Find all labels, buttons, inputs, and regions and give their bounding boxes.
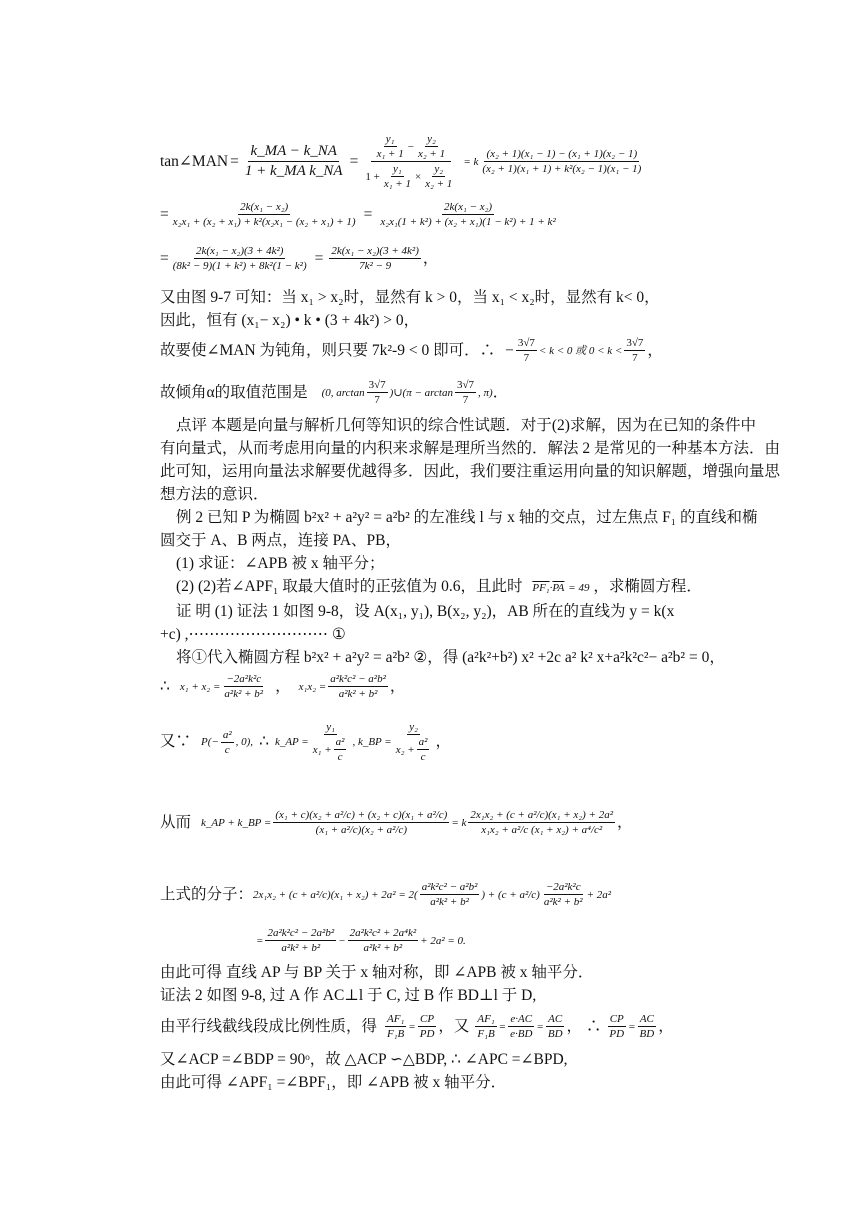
math-token: 7 <box>632 352 638 364</box>
math-token: 7 <box>374 394 380 406</box>
text-line: 将①代入椭圆方程 b²x² + a²y² = a²b² ②，得 (a²k²+b²) x² +2c a² k² x+a²k²c²− a²b² = 0， <box>176 649 725 666</box>
math-token: 上式的分子： <box>160 885 254 903</box>
math-token: $\overline{PA}$ <box>552 582 565 594</box>
math-token: ， <box>422 249 439 267</box>
math-token: a²k² + b² <box>338 688 378 700</box>
equation-slopes-ap-bp <box>160 720 451 764</box>
fraction <box>420 880 480 909</box>
math-token: = <box>363 205 373 223</box>
math-token: a² <box>335 736 345 748</box>
math-token: ) + (c + a²/c) <box>481 888 540 901</box>
fraction <box>382 162 413 191</box>
math-token: 3√7 <box>368 379 386 391</box>
math-token: a²k²c² − a²b² <box>421 881 478 893</box>
frac-numerator <box>371 132 452 162</box>
math-token: ∴ <box>160 677 170 695</box>
math-token: = k <box>463 155 479 168</box>
math-token: a²k² + b² <box>363 942 403 954</box>
math-token: x₁x₂ + a²/c (x₁ + x₂) + a⁴/c² <box>481 824 603 836</box>
math-token: = <box>160 249 169 267</box>
math-token: − <box>338 934 346 947</box>
equation-numerator-zero <box>256 926 466 955</box>
fraction-row3-b <box>329 244 420 273</box>
math-token: c <box>337 751 343 763</box>
math-token: (x₁ + a²/c)(x₂ + a²/c) <box>315 824 408 836</box>
fraction <box>328 672 388 701</box>
math-token: a² <box>222 728 232 741</box>
fraction <box>475 1012 496 1041</box>
math-token: F₁B <box>387 1028 405 1040</box>
text-line-angle-range <box>160 378 508 407</box>
math-token: 又∵ <box>160 733 192 750</box>
math-token: (2) (2)若∠APF₁ 取最大值时的正弦值为 0.6，且此时 <box>176 578 523 595</box>
equation-vieta <box>160 672 405 701</box>
fraction-expanded <box>480 147 643 176</box>
equation-row-2 <box>160 200 560 229</box>
math-token: = <box>349 152 359 170</box>
math-token: (0, arctan <box>321 386 365 399</box>
math-token: c <box>224 743 230 756</box>
math-token: x₁ + <box>312 743 332 756</box>
fraction <box>222 672 265 701</box>
fraction <box>385 1012 406 1041</box>
math-token: y₂ <box>427 133 436 145</box>
math-token: PD <box>419 1028 435 1040</box>
math-token: BD <box>639 1028 655 1040</box>
frac-denominator: 1 + k_MA k_NA <box>244 163 343 179</box>
fraction <box>516 336 537 365</box>
fraction <box>265 926 336 955</box>
math-token: ， ∴ <box>566 1017 602 1035</box>
math-token: x₂ + <box>395 743 415 756</box>
math-token: = <box>498 1020 507 1033</box>
equation-kap-plus-kbp <box>160 808 633 837</box>
math-token: AF₁ <box>387 1013 405 1025</box>
math-token: 7 <box>523 352 530 364</box>
text-line-vector-condition <box>176 577 702 598</box>
text-line: 证 明 (1) 证法 1 如图 9-8，设 A(x₁, y₁), B(x₂, y₂)，AB 所在的直线为 y = k(x <box>176 603 675 620</box>
text-line: 此可知，运用向量法求解要优越得多．因此，我们要注重运用向量的知识解题，增强向量思 <box>160 463 781 480</box>
math-token: −2a²k²c <box>226 673 262 685</box>
text-line: 点评 本题是向量与解析几何等知识的综合性试题．对于(2)求解，因为在已知的条件中 <box>176 417 756 434</box>
frac-numerator: k_MA − k_NA <box>248 142 339 162</box>
frac-denominator <box>363 162 458 191</box>
math-token: 3√7 <box>517 337 535 349</box>
math-token: P(− <box>201 736 219 748</box>
math-token: 7 <box>462 394 469 406</box>
math-token: ， <box>658 1017 674 1035</box>
math-token: 从而 <box>160 813 192 831</box>
math-token: − <box>505 341 514 359</box>
math-token: (x₁ + c)(x₂ + a²/c) + (x₂ + c)(x₁ + a²/c) <box>275 809 448 821</box>
fraction <box>508 1012 534 1041</box>
math-token: AC <box>639 1013 654 1025</box>
text-line: +c) ,⋯⋯⋯⋯⋯⋯⋯⋯⋯ ① <box>160 626 346 643</box>
math-token: F₁B <box>477 1028 495 1040</box>
math-token: = <box>256 934 264 947</box>
math-token <box>394 735 434 764</box>
fraction-row2-a <box>171 200 358 229</box>
math-token: (x₂ + 1)(x₁ − 1) − (x₁ + 1)(x₂ − 1) <box>486 148 638 160</box>
fraction <box>417 735 430 764</box>
math-token: 2k(x₁ − x₂)(3 + 4k²) <box>195 245 284 257</box>
text-line: 证法 2 如图 9-8, 过 A 作 AC⊥l 于 C, 过 B 作 BD⊥l 于 D, <box>160 987 537 1004</box>
math-token: a²k² + b² <box>281 942 321 954</box>
math-token: )∪(π − arctan <box>389 386 453 399</box>
math-token: a² <box>418 736 428 748</box>
text-line: 由此可得 ∠APF₁ =∠BPF₁，即 ∠APB 被 x 轴平分． <box>160 1074 507 1091</box>
fraction <box>394 720 434 764</box>
math-token: = <box>314 249 324 267</box>
text-line: 有向量式，从而考虑用向量的内积来求解是理所当然的．解法 2 是常见的一种基本方法．由 <box>160 440 781 457</box>
math-token: a²k² + b² <box>430 896 469 908</box>
math-token: k_AP + k_BP = <box>201 816 272 829</box>
equation-numerator <box>160 880 611 909</box>
text-line: 因此，恒有 (x₁− x₂) • k • (3 + 4k²) > 0， <box>160 312 420 329</box>
math-token: × <box>414 170 422 183</box>
math-token: ， <box>435 733 451 750</box>
fraction <box>468 808 615 837</box>
example-2-heading: 例 2 已知 P 为椭圆 b²x² + a²y² = a²b² 的左准线 l 与 x 轴的交点，过左焦点 F₁ 的直线和椭 <box>176 509 758 526</box>
fraction-row3-a <box>171 244 309 273</box>
fraction-slopes <box>363 132 458 191</box>
fraction <box>423 162 454 191</box>
math-token: (x₂ + 1)(x₁ + 1) + k²(x₂ − 1)(x₁ − 1) <box>482 163 642 175</box>
math-token: 2k(x₁ − x₂) <box>444 201 493 213</box>
math-token: PD <box>609 1028 625 1040</box>
equation-tan-man <box>160 132 645 191</box>
math-token: = <box>230 152 239 170</box>
math-token: AF₁ <box>477 1013 495 1025</box>
math-token: BD <box>547 1028 563 1040</box>
fraction <box>334 735 347 764</box>
math-token: 2a²k²c² − 2a²b² <box>267 927 335 939</box>
math-token: e·BD <box>510 1028 533 1040</box>
math-token: = k <box>451 816 467 829</box>
math-token: 1 + <box>365 170 380 183</box>
math-token: AC <box>548 1013 563 1025</box>
math-token: ，又 <box>438 1017 470 1035</box>
text-line: 圆交于 A、B 两点，连接 PA、PB， <box>160 532 402 549</box>
text-line: 由此可得 直线 AP 与 BP 关于 x 轴对称，即 ∠APB 被 x 轴平分． <box>160 964 594 981</box>
math-token: 3√7 <box>626 337 644 349</box>
fraction <box>638 1012 657 1041</box>
math-token: ， <box>275 677 291 695</box>
math-token: − <box>407 140 414 153</box>
math-token: x₁ + x₂ = <box>179 680 221 693</box>
math-token: = 49 <box>568 582 590 594</box>
math-token: y₂ <box>409 721 418 733</box>
math-token: c <box>420 751 426 763</box>
math-token: 2a²k²c² + 2a⁴k² <box>349 927 417 939</box>
math-token: ， <box>647 341 663 359</box>
math-token: < k < 0 或 0 < k < <box>538 344 623 357</box>
math-token: + 2a² <box>586 888 612 901</box>
fraction <box>375 132 406 161</box>
math-token: PF₁ <box>532 582 550 594</box>
math-token: y₁ <box>393 163 402 175</box>
fraction <box>348 926 419 955</box>
math-token: a²k² + b² <box>543 896 583 908</box>
fraction-kma-kna <box>243 142 345 181</box>
text-line-k-range <box>160 336 663 365</box>
math-token: 2k(x₁ − x₂) <box>240 201 289 213</box>
math-token: 3√7 <box>456 379 474 391</box>
math-token: y₁ <box>326 721 335 733</box>
fraction <box>367 378 388 407</box>
math-token: , π) <box>478 386 493 399</box>
math-token: CP <box>609 1013 624 1025</box>
math-token: x₂x₁ + (x₂ + x₁) + k²(x₂x₁ − (x₂ + x₁) + 1) <box>172 216 356 228</box>
math-token: , 0), <box>235 736 254 748</box>
fraction <box>546 1012 565 1041</box>
text-line: 又∠ACP =∠BDP = 90ᵒ，故 △ACP ∽△BDP, ∴ ∠APC =∠BPD, <box>160 1051 568 1068</box>
math-token: k_AP = <box>274 736 309 748</box>
math-token: a²k²c² − a²b² <box>330 673 386 685</box>
equation-proportion <box>160 1012 674 1041</box>
text-line: 又由图 9-7 可知：当 x₁ > x₂时，显然有 k > 0，当 x₁ < x₂时，显然有 k< 0， <box>160 289 660 306</box>
math-token: −2a²k²c <box>545 881 581 893</box>
fraction-row2-b <box>378 200 557 229</box>
math-token: = <box>160 205 169 223</box>
math-token: x₁x₂ = <box>298 680 327 693</box>
math-token: 故倾角α的取值范围是 <box>160 383 308 401</box>
text-line: (1) 求证：∠APB 被 x 轴平分； <box>176 555 385 572</box>
fraction <box>416 132 447 161</box>
math-token: ， <box>389 677 406 695</box>
math-token: x₂x₁(1 + k²) + (x₂ + x₁)(1 − k²) + 1 + k² <box>380 216 556 228</box>
math-token: x₁ + 1 <box>376 148 404 160</box>
equation-row-3 <box>160 244 438 273</box>
math-token: 由平行线截线段成比例性质，得 <box>160 1017 378 1035</box>
math-token: = <box>536 1020 544 1033</box>
fraction <box>221 728 234 757</box>
math-token: e·AC <box>510 1013 533 1025</box>
math-token: x₁ + 1 <box>383 178 411 190</box>
math-token: a²k² + b² <box>224 688 264 700</box>
math-token: 7k² − 9 <box>359 260 392 272</box>
fraction <box>624 336 645 365</box>
text-line: 想方法的意识． <box>160 486 269 503</box>
math-token: 2x₁x₂ + (c + a²/c)(x₁ + x₂) + 2a² <box>470 809 613 821</box>
fraction <box>542 880 585 909</box>
math-token: 2k(x₁ − x₂)(3 + 4k²) <box>331 245 419 257</box>
math-token: y₂ <box>434 163 444 175</box>
math-token: ，求椭圆方程． <box>593 578 702 595</box>
math-token: y₁ <box>385 133 395 145</box>
math-token: ， <box>617 813 633 831</box>
math-token: 故要使∠MAN 为钝角，则只要 7k²-9 < 0 即可．∴ <box>160 341 496 359</box>
fraction <box>311 720 351 764</box>
math-token: x₂ + 1 <box>425 178 453 190</box>
math-token: ∴ <box>259 733 269 750</box>
math-token: + 2a² = 0. <box>420 934 466 947</box>
fraction <box>418 1012 437 1041</box>
math-token: (8k² − 9)(1 + k²) + 8k²(1 − k²) <box>172 260 307 272</box>
fraction <box>273 808 449 837</box>
math-token: 2x₁x₂ + (c + a²/c)(x₁ + x₂) + 2a² = 2( <box>253 888 418 901</box>
math-token: = <box>628 1020 636 1033</box>
math-token: x₂ + 1 <box>417 148 446 160</box>
fraction <box>455 378 476 407</box>
math-token: = <box>408 1020 416 1033</box>
math-token: CP <box>420 1013 435 1025</box>
fraction <box>607 1012 626 1041</box>
math-token: · <box>549 582 553 594</box>
tan-lhs: tan∠MAN <box>160 152 229 170</box>
math-token: , k_BP = <box>352 736 392 748</box>
math-token <box>311 735 351 764</box>
math-token: ． <box>492 383 509 401</box>
